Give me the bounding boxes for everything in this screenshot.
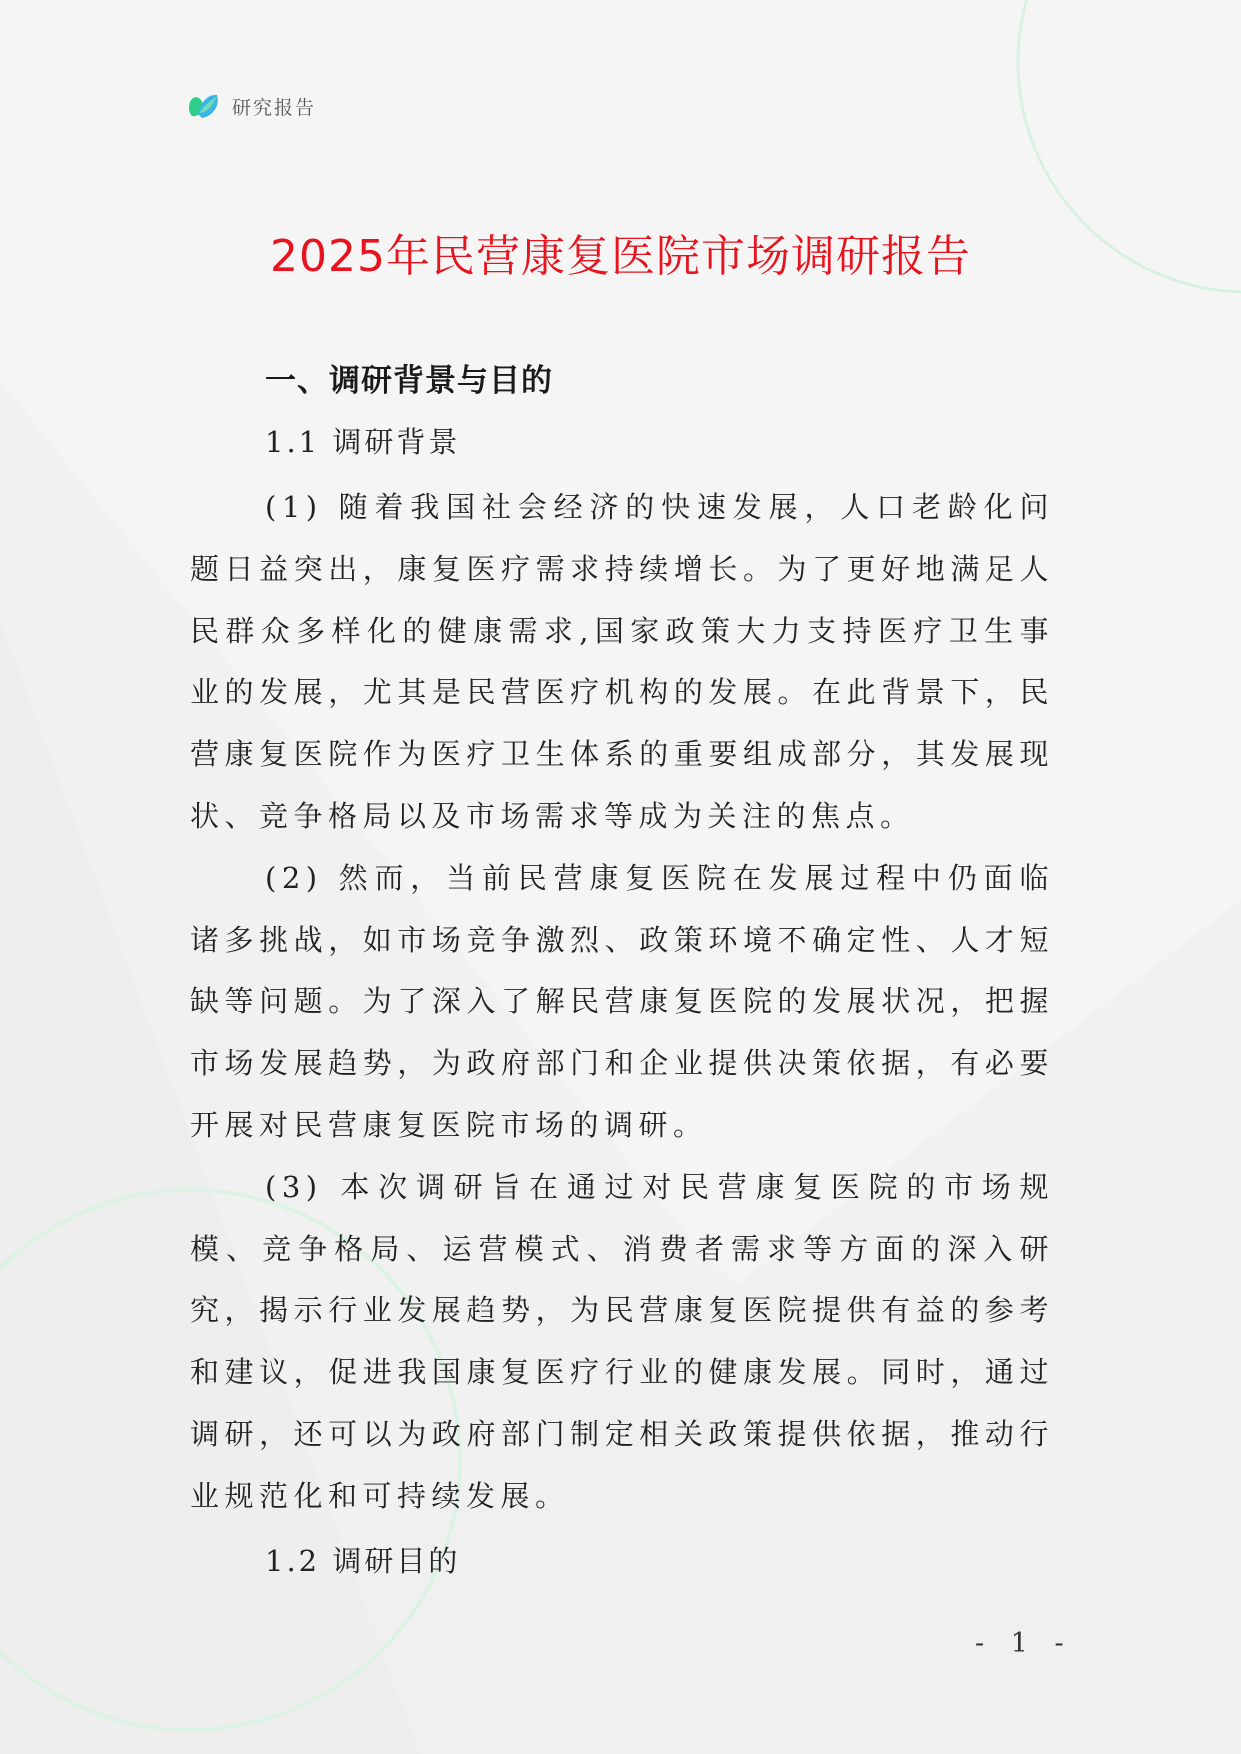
section-heading: 一、调研背景与目的	[265, 363, 553, 399]
paragraph-3: (3) 本次调研旨在通过对民营康复医院的市场规模、竞争格局、运营模式、消费者需求等方面的深入研究，揭示行业发展趋势，为民营康复医院提供有益的参考和建议，促进我国康复医疗行业的健康发展。同时，通过调研，还可以为政府部门制定相关政策提供依据，推动行业规范化和可持续发展。	[190, 1169, 1054, 1513]
brand-text: 研究报告	[232, 96, 317, 119]
paragraph-1: (1) 随着我国社会经济的快速发展，人口老龄化问题日益突出，康复医疗需求持续增长。为了更好地满足人民群众多样化的健康需求,国家政策大力支持医疗卫生事业的发展，尤其是民营医疗机构的发展。在此背景下，民营康复医院作为医疗卫生体系的重要组成部分，其发展现状、竞争格局以及市场需求等成为关注的焦点。	[190, 490, 1054, 833]
page-number: - 1 -	[975, 1628, 1073, 1659]
document-body	[190, 355, 1054, 1586]
subsection-heading-background: 1.1 调研背景	[265, 425, 461, 459]
header-brand	[186, 88, 316, 124]
leaf-logo-icon	[186, 88, 222, 124]
paragraph-2: (2) 然而，当前民营康复医院在发展过程中仍面临诸多挑战，如市场竞争激烈、政策环境不确定性、人才短缺等问题。为了深入了解民营康复医院的发展状况，把握市场发展趋势，为政府部门和企业提供决策依据，有必要开展对民营康复医院市场的调研。	[190, 860, 1054, 1142]
subsection-heading-purpose: 1.2 调研目的	[265, 1543, 461, 1578]
page-title: 2025年民营康复医院市场调研报告	[270, 231, 971, 282]
